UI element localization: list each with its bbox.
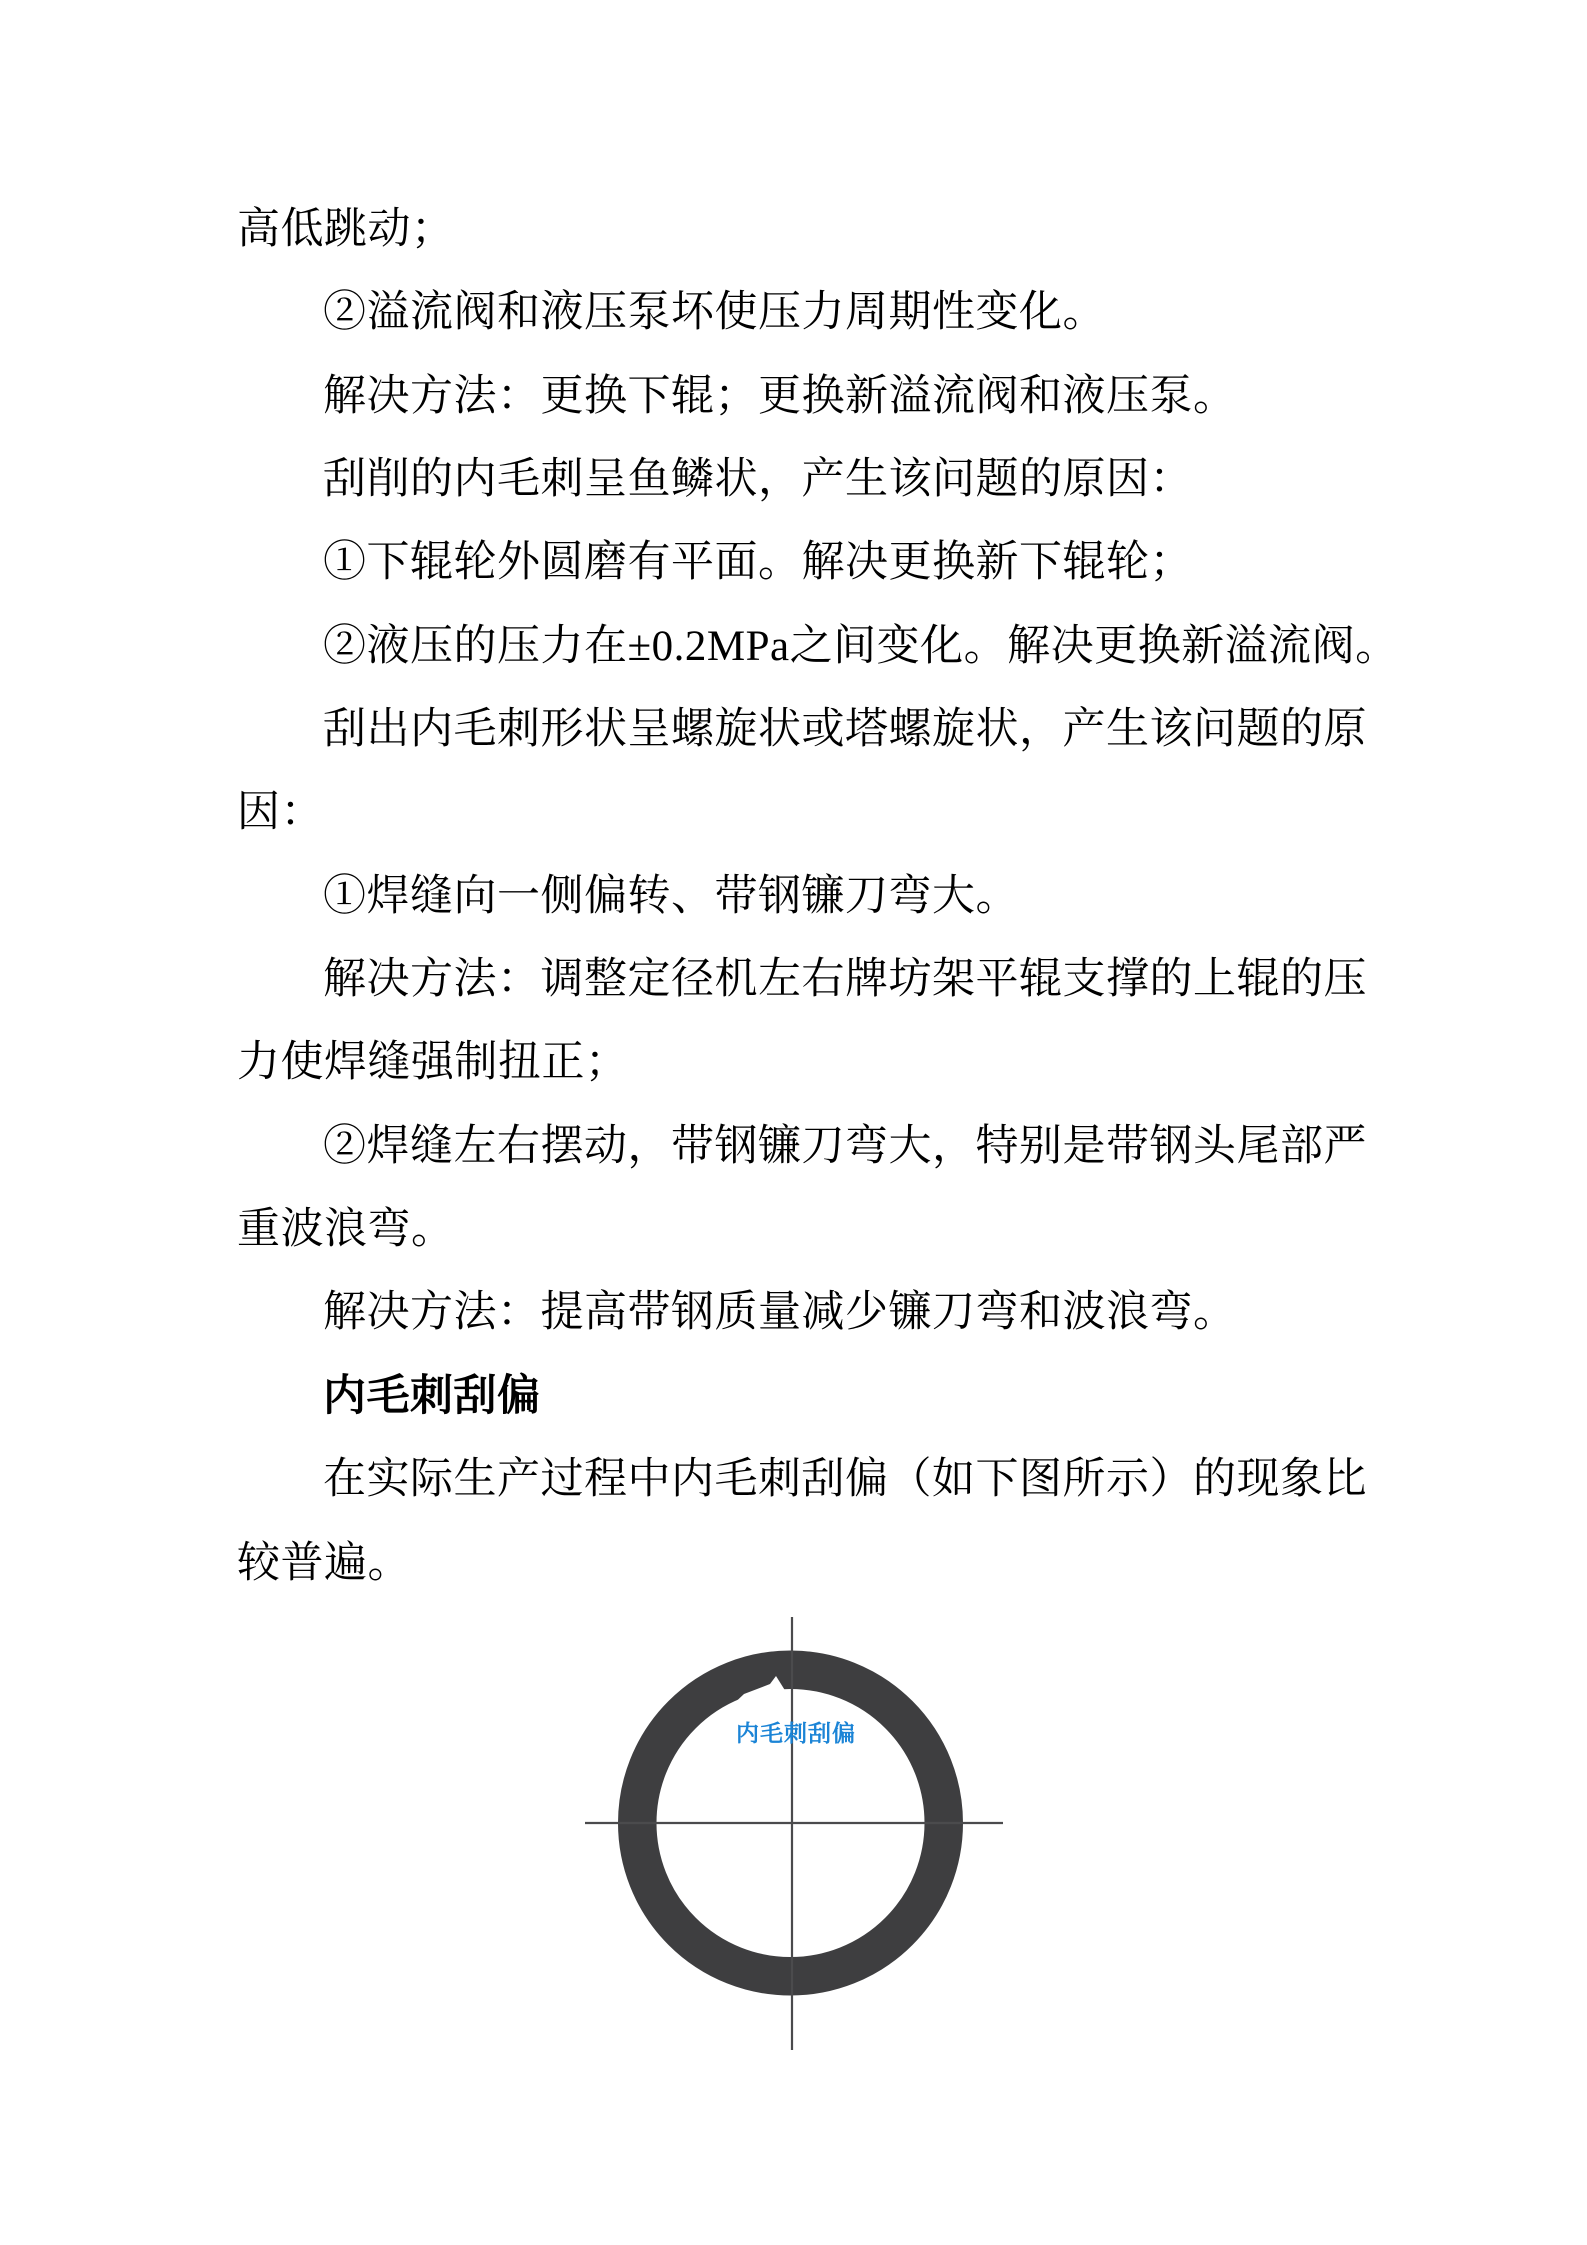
text-line: 解决方法：提高带钢质量减少镰刀弯和波浪弯。 [323, 1289, 1237, 1337]
text-line: 解决方法：更换下辊；更换新溢流阀和液压泵。 [323, 372, 1237, 420]
text-line: ②溢流阀和液压泵坏使压力周期性变化。 [323, 289, 1106, 337]
section-heading: 内毛刺刮偏 [323, 1372, 541, 1420]
text-line: 重波浪弯。 [237, 1206, 455, 1254]
text-line: 刮出内毛刺形状呈螺旋状或塔螺旋状，产生该问题的原 [323, 706, 1367, 754]
text-line: 刮削的内毛刺呈鱼鳞状，产生该问题的原因： [323, 456, 1193, 504]
text-line: ①焊缝向一侧偏转、带钢镰刀弯大。 [323, 872, 1019, 920]
text-line: 力使焊缝强制扭正； [237, 1039, 629, 1087]
text-line: 高低跳动； [237, 206, 455, 253]
text-line: 较普遍。 [237, 1539, 411, 1587]
text-line: ②液压的压力在±0.2MPa之间变化。解决更换新溢流阀。 [323, 622, 1399, 670]
text-line: 在实际生产过程中内毛刺刮偏（如下图所示）的现象比 [323, 1456, 1367, 1504]
text-line: ①下辊轮外圆磨有平面。解决更换新下辊轮； [323, 539, 1193, 587]
figure-label: 内毛刺刮偏 [736, 1720, 856, 1746]
text-line: 解决方法：调整定径机左右牌坊架平辊支撑的上辊的压 [323, 956, 1367, 1004]
text-line: 因： [237, 789, 324, 837]
text-line: ②焊缝左右摆动，带钢镰刀弯大，特别是带钢头尾部严 [323, 1122, 1367, 1170]
